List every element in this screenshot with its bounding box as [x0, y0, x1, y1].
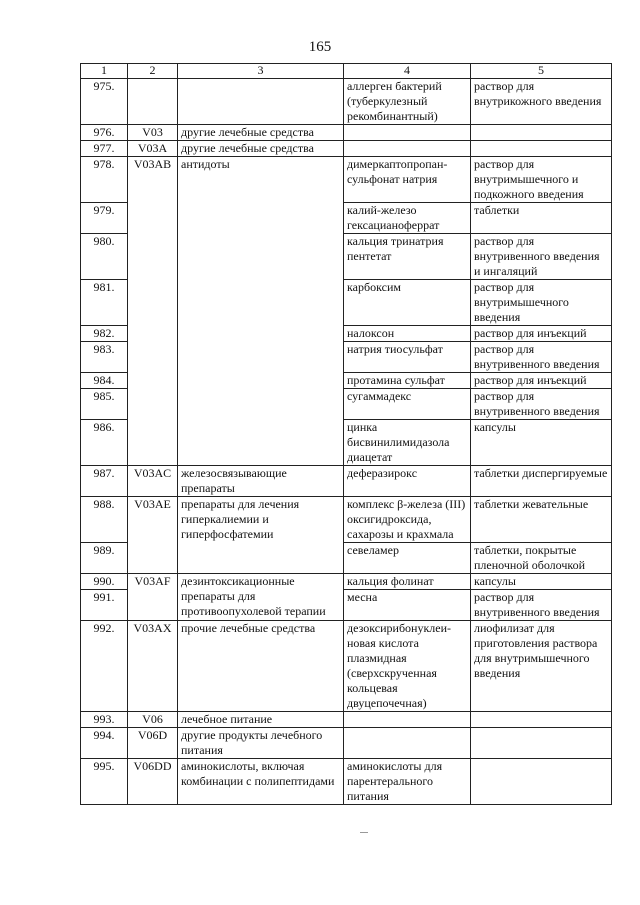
page-number: 165	[308, 39, 332, 55]
atc-code: V03AF	[128, 574, 178, 621]
row-number: 992.	[81, 621, 128, 712]
dosage-form: капсулы	[471, 574, 612, 590]
atc-code: V03AX	[128, 621, 178, 712]
drug-name: калий-железо гексацианоферрат	[344, 203, 471, 234]
row-number: 978.	[81, 157, 128, 203]
dosage-form: раствор для внутривенного введения	[471, 342, 612, 373]
drug-name: карбоксим	[344, 280, 471, 326]
row-number: 990.	[81, 574, 128, 590]
header-cell-5: 5	[471, 64, 612, 79]
table-row	[81, 759, 612, 805]
drug-name	[344, 141, 471, 157]
atc-code: V03AB	[128, 157, 178, 466]
drug-name: севеламер	[344, 543, 471, 574]
dosage-form: таблетки, покрытые пленочной оболочкой	[471, 543, 612, 574]
drug-name	[344, 728, 471, 759]
row-number: 983.	[81, 342, 128, 373]
drug-name: аллерген бактерий (туберкулезный рекомбинантный)	[344, 79, 471, 125]
atc-code: V03	[128, 125, 178, 141]
header-cell-2: 2	[128, 64, 178, 79]
drug-name: кальция фолинат	[344, 574, 471, 590]
row-number: 985.	[81, 389, 128, 420]
dosage-form: таблетки диспергируемые	[471, 466, 612, 497]
header-cell-1: 1	[81, 64, 128, 79]
row-number: 979.	[81, 203, 128, 234]
dosage-form: раствор для внутривенного введения и ингаляций	[471, 234, 612, 280]
table-row	[81, 157, 612, 203]
row-number: 991.	[81, 590, 128, 621]
group-name: лечебное питание	[178, 712, 344, 728]
atc-code	[128, 79, 178, 125]
drug-name: дезоксирибонуклеи-новая кислота плазмидная (сверхскрученная кольцевая двуцепочечная)	[344, 621, 471, 712]
row-number: 984.	[81, 373, 128, 389]
dosage-form: раствор для внутривенного введения	[471, 389, 612, 420]
atc-code: V03AE	[128, 497, 178, 574]
dosage-form: таблетки	[471, 203, 612, 234]
drug-name	[344, 125, 471, 141]
drug-name: протамина сульфат	[344, 373, 471, 389]
row-number: 994.	[81, 728, 128, 759]
table-row	[81, 728, 612, 759]
dosage-form: раствор для внутривенного введения	[471, 590, 612, 621]
header-cell-4: 4	[344, 64, 471, 79]
row-number: 981.	[81, 280, 128, 326]
drug-name: кальция тринатрия пентетат	[344, 234, 471, 280]
drug-name: комплекс β-железа (III) оксигидроксида, сахарозы и крахмала	[344, 497, 471, 543]
atc-code: V06D	[128, 728, 178, 759]
row-number: 982.	[81, 326, 128, 342]
drug-name: месна	[344, 590, 471, 621]
dosage-form: капсулы	[471, 420, 612, 466]
row-number: 975.	[81, 79, 128, 125]
table-row	[81, 125, 612, 141]
row-number: 988.	[81, 497, 128, 543]
drug-name: натрия тиосульфат	[344, 342, 471, 373]
row-number: 989.	[81, 543, 128, 574]
dosage-form: лиофилизат для приготовления раствора для внутримышечного введения	[471, 621, 612, 712]
dosage-form: раствор для внутримышечного и подкожного введения	[471, 157, 612, 203]
dosage-form: раствор для инъекций	[471, 373, 612, 389]
atc-code: V03AC	[128, 466, 178, 497]
header-row	[81, 64, 612, 79]
atc-code: V06DD	[128, 759, 178, 805]
group-name: другие лечебные средства	[178, 125, 344, 141]
row-number: 976.	[81, 125, 128, 141]
dosage-form	[471, 125, 612, 141]
table-row	[81, 79, 612, 125]
drug-name: цинка бисвинилимидазола диацетат	[344, 420, 471, 466]
group-name: аминокислоты, включая комбинации с полипептидами	[178, 759, 344, 805]
dosage-form: раствор для внутримышечного введения	[471, 280, 612, 326]
atc-code: V03A	[128, 141, 178, 157]
header-cell-3: 3	[178, 64, 344, 79]
dosage-form	[471, 728, 612, 759]
dosage-form	[471, 712, 612, 728]
drug-name: налоксон	[344, 326, 471, 342]
drug-name	[344, 712, 471, 728]
row-number: 977.	[81, 141, 128, 157]
group-name: другие продукты лечебного питания	[178, 728, 344, 759]
group-name: прочие лечебные средства	[178, 621, 344, 712]
group-name: железосвязывающие препараты	[178, 466, 344, 497]
drug-name: димеркаптопропан-сульфонат натрия	[344, 157, 471, 203]
table-row	[81, 466, 612, 497]
drug-table	[80, 63, 612, 805]
row-number: 993.	[81, 712, 128, 728]
table-row	[81, 712, 612, 728]
row-number: 980.	[81, 234, 128, 280]
group-name: другие лечебные средства	[178, 141, 344, 157]
dosage-form: раствор для внутрикожного введения	[471, 79, 612, 125]
group-name: антидоты	[178, 157, 344, 466]
scan-mark	[360, 832, 368, 833]
drug-name: деферазирокс	[344, 466, 471, 497]
dosage-form	[471, 141, 612, 157]
drug-name: аминокислоты для парентерального питания	[344, 759, 471, 805]
row-number: 987.	[81, 466, 128, 497]
dosage-form: раствор для инъекций	[471, 326, 612, 342]
atc-code: V06	[128, 712, 178, 728]
group-name: препараты для лечения гиперкалиемии и гиперфосфатемии	[178, 497, 344, 574]
table-row	[81, 574, 612, 590]
row-number: 995.	[81, 759, 128, 805]
row-number: 986.	[81, 420, 128, 466]
table-row	[81, 141, 612, 157]
table-row	[81, 497, 612, 543]
dosage-form: таблетки жевательные	[471, 497, 612, 543]
table-row	[81, 621, 612, 712]
group-name	[178, 79, 344, 125]
dosage-form	[471, 759, 612, 805]
drug-name: сугаммадекс	[344, 389, 471, 420]
group-name: дезинтоксикационные препараты для противоопухолевой терапии	[178, 574, 344, 621]
